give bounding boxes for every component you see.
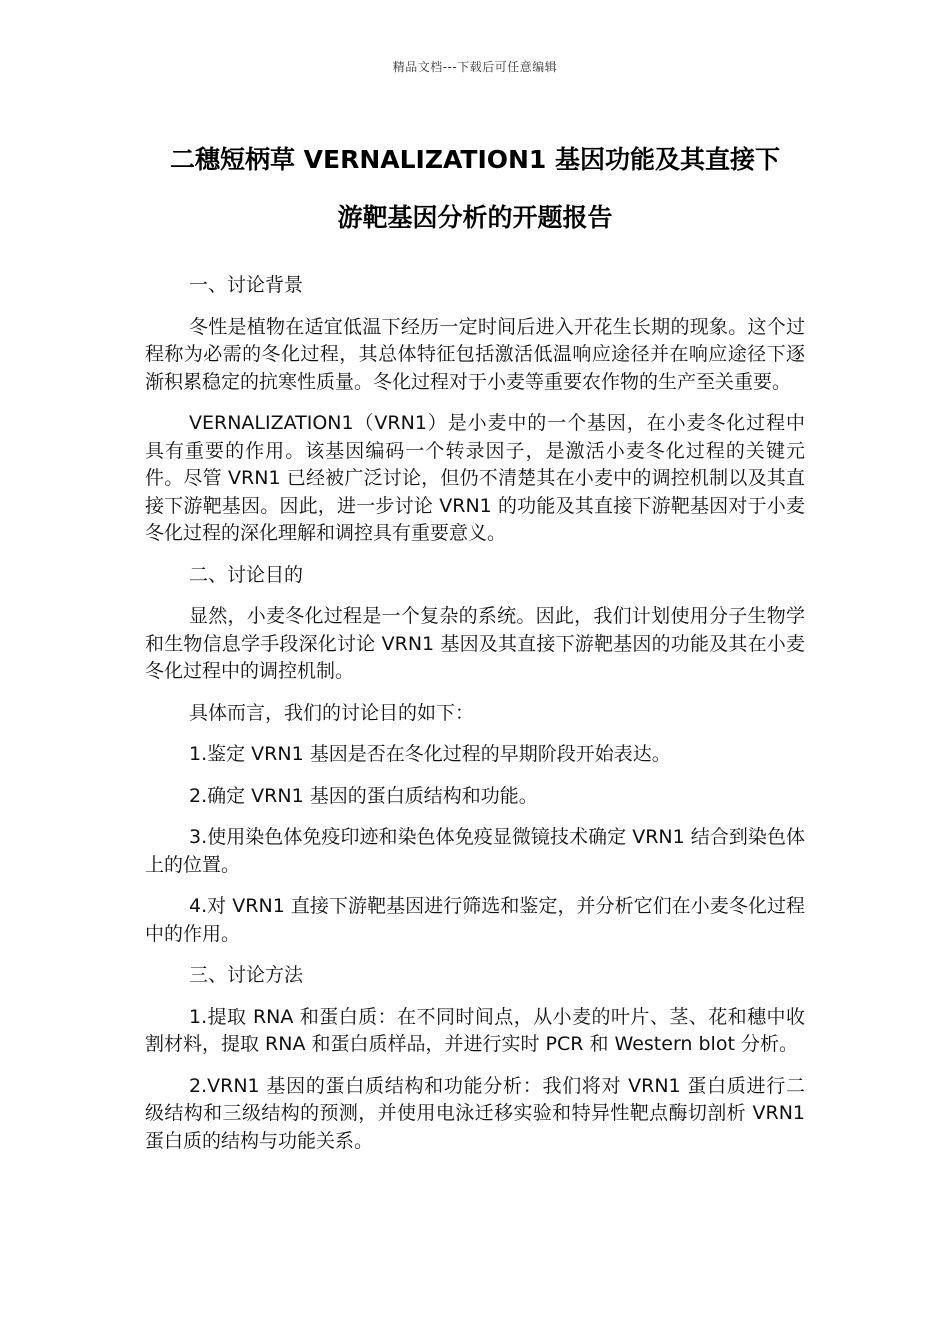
section-heading-purpose: 二、讨论目的 bbox=[189, 563, 304, 586]
list-item: 2.确定 VRN1 基因的蛋白质结构和功能。 bbox=[189, 784, 538, 807]
document-body bbox=[145, 272, 805, 1169]
list-item: 2.VRN1 基因的蛋白质结构和功能分析：我们将对 VRN1 蛋白质进行二级结构和三级结构的预测，并使用电泳迁移实验和特异性靶点酶切剖析 VRN1 蛋白质的结构与功能关系。 bbox=[145, 1074, 805, 1152]
list-item: 4.对 VRN1 直接下游靶基因进行筛选和鉴定，并分析它们在小麦冬化过程中的作用。 bbox=[145, 895, 805, 945]
list-item: 1.鉴定 VRN1 基因是否在冬化过程的早期阶段开始表达。 bbox=[189, 743, 671, 765]
section-heading-background: 一、讨论背景 bbox=[189, 274, 304, 296]
paragraph: 具体而言，我们的讨论目的如下： bbox=[189, 701, 475, 724]
list-item: 1.提取 RNA 和蛋白质：在不同时间点，从小麦的叶片、茎、花和穗中收割材料，提取 RNA 和蛋白质样品，并进行实时 PCR 和 Western blot 分析。 bbox=[145, 1005, 805, 1055]
paragraph: 显然，小麦冬化过程是一个复杂的系统。因此，我们计划使用分子生物学和生物信息学手段深化讨论 VRN1 基因及其直接下游靶基因的功能及其在小麦冬化过程中的调控机制。 bbox=[145, 605, 805, 682]
paragraph: 冬性是植物在适宜低温下经历一定时间后进入开花生长期的现象。这个过程称为必需的冬化过程，其总体特征包括激活低温响应途径并在响应途径下逐渐积累稳定的抗寒性质量。冬化过程对于小麦等重要农作物的生产至关重要。 bbox=[145, 315, 805, 393]
document-title-line-2: 游靶基因分析的开题报告 bbox=[337, 203, 613, 232]
document-title-line-1: 二穗短柄草 VERNALIZATION1 基因功能及其直接下 bbox=[169, 145, 781, 174]
paragraph: VERNALIZATION1（VRN1）是小麦中的一个基因，在小麦冬化过程中具有重要的作用。该基因编码一个转录因子，是激活小麦冬化过程的关键元件。尽管 VRN1 已经被广泛讨论，但仍不清楚其在小麦中的调控机制以及其直接下游靶基因。因此，进一步讨论 VRN1 的功能及其直接下游靶基因对于小麦冬化过程的深化理解和调控具有重要意义。 bbox=[145, 412, 805, 544]
section-heading-methods: 三、讨论方法 bbox=[189, 964, 304, 986]
list-item: 3.使用染色体免疫印迹和染色体免疫显微镜技术确定 VRN1 结合到染色体上的位置。 bbox=[145, 826, 805, 876]
header-note: 精品文档---下载后可任意编辑 bbox=[392, 60, 558, 74]
